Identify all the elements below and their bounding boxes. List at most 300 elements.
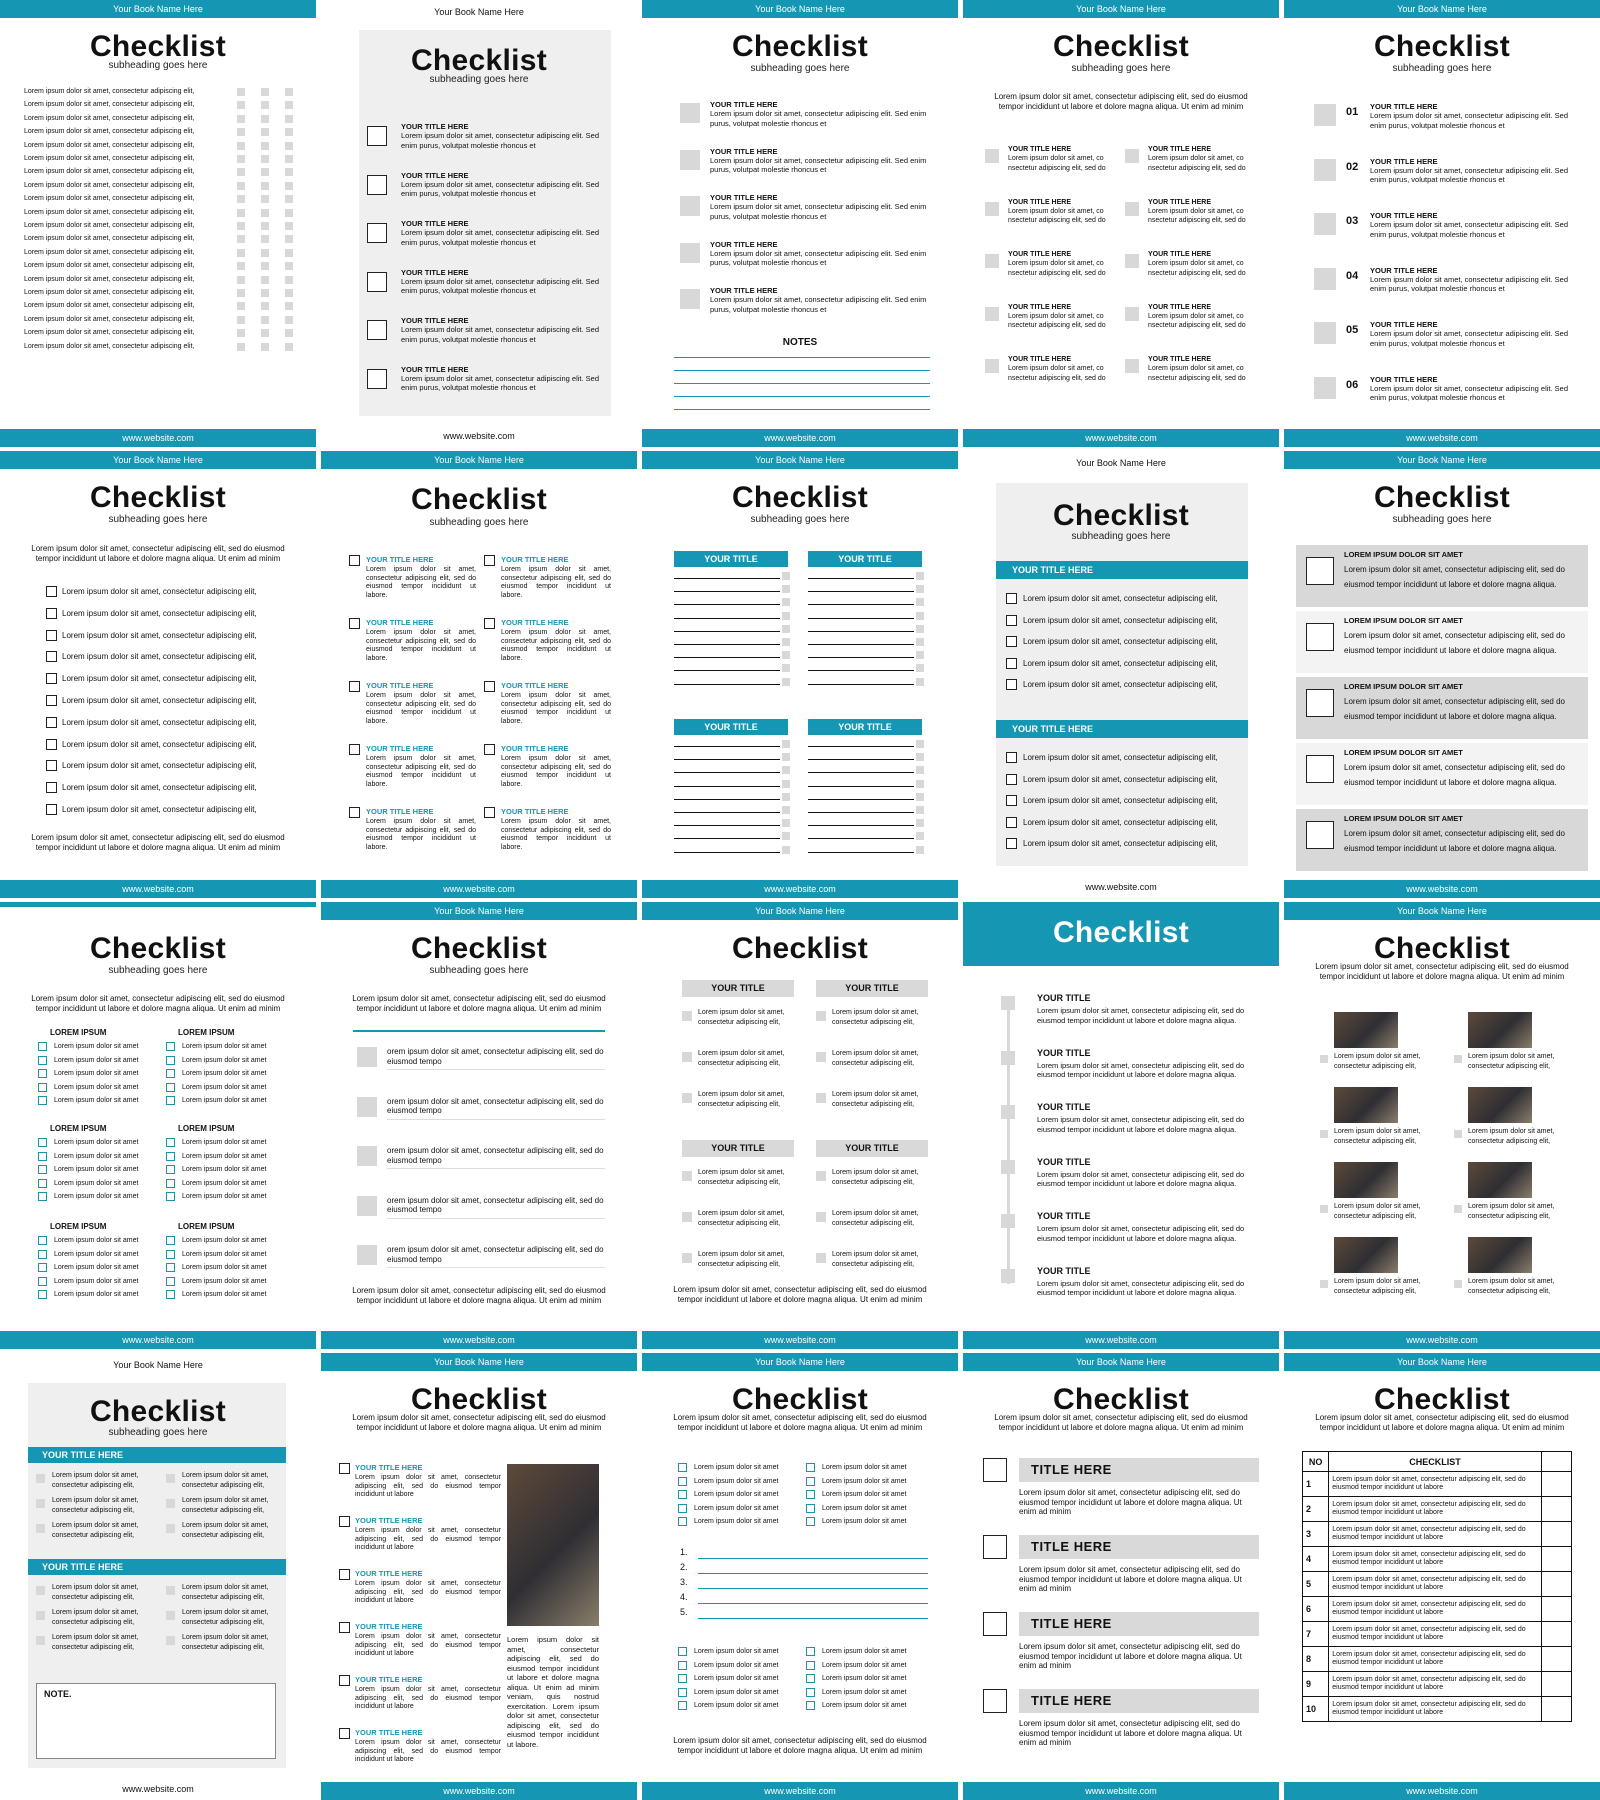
website-bar[interactable]: www.website.com [963, 1331, 1279, 1349]
gray-square [985, 307, 999, 321]
checkbox[interactable] [1006, 817, 1017, 828]
gray-square [166, 1524, 175, 1533]
gray-square [237, 343, 245, 351]
checkbox[interactable] [1006, 774, 1017, 785]
checkbox[interactable] [46, 630, 57, 641]
section-header: YOUR TITLE HERE [28, 1559, 286, 1575]
photo [1334, 1087, 1398, 1123]
checkbox[interactable] [484, 618, 495, 629]
list-item: Lorem ipsum dolor sit amet, consectetur adipiscing elit, [1468, 1278, 1555, 1295]
gray-square [782, 612, 790, 620]
list-number: 4. [680, 1592, 688, 1602]
list-item: Lorem ipsum dolor sit amet [822, 1675, 907, 1683]
checkbox[interactable] [1006, 795, 1017, 806]
page-15 [1284, 902, 1600, 1349]
item-title: YOUR TITLE [1037, 1047, 1091, 1058]
checkbox[interactable] [166, 1250, 175, 1259]
checkbox[interactable] [806, 1477, 815, 1486]
checkbox[interactable] [46, 782, 57, 793]
gray-square [682, 1011, 692, 1021]
checkbox[interactable] [367, 320, 387, 340]
section-header: YOUR TITLE [808, 551, 922, 567]
gray-square [782, 753, 790, 761]
gray-square [1454, 1055, 1462, 1063]
website-bar[interactable]: www.website.com [963, 429, 1279, 447]
subheading: subheading goes here [1071, 63, 1171, 74]
gray-square [237, 155, 245, 163]
checkbox[interactable] [339, 1516, 350, 1527]
row-check[interactable] [1541, 1522, 1571, 1547]
website-bar[interactable]: www.website.com [642, 880, 958, 898]
write-line [674, 759, 780, 760]
underline [387, 1267, 605, 1268]
write-line [808, 578, 914, 579]
checkbox[interactable] [1306, 689, 1334, 717]
item-title: YOUR TITLE HERE [1370, 265, 1438, 275]
checkbox[interactable] [983, 1612, 1007, 1636]
gray-square [237, 289, 245, 297]
list-item: Lorem ipsum dolor sit amet, consectetur adipiscing elit, [1023, 658, 1218, 668]
checkbox[interactable] [349, 807, 360, 818]
section-header: YOUR TITLE HERE [996, 720, 1248, 738]
page-12 [321, 902, 637, 1349]
gray-square [985, 254, 999, 268]
item-text: Lorem ipsum dolor sit amet, consectetur adipiscing elit, sed do eiusmod tempor incididunt ut labore et dolore magna aliqua. [1037, 1006, 1245, 1025]
photo [1468, 1012, 1532, 1048]
gray-square [237, 101, 245, 109]
list-item: Lorem ipsum dolor sit amet [182, 1043, 267, 1050]
checkbox[interactable] [38, 1138, 47, 1147]
checkbox[interactable] [806, 1490, 815, 1499]
checkbox[interactable] [46, 651, 57, 662]
checkbox[interactable] [339, 1675, 350, 1686]
checkbox[interactable] [678, 1701, 687, 1710]
website-bar[interactable]: www.website.com [0, 880, 316, 898]
gray-square [1314, 159, 1336, 181]
checkbox[interactable] [166, 1277, 175, 1286]
item-text: Lorem ipsum dolor sit amet, co nsectetur adipiscing elit, sed do [1008, 312, 1106, 329]
checkbox[interactable] [367, 369, 387, 389]
checkbox[interactable] [1306, 821, 1334, 849]
item-title: TITLE HERE [1019, 1458, 1259, 1482]
gray-square [261, 262, 269, 270]
checkbox[interactable] [367, 175, 387, 195]
gray-square [1001, 996, 1015, 1010]
checkbox[interactable] [1306, 557, 1334, 585]
checkbox[interactable] [166, 1042, 175, 1051]
checkbox[interactable] [1006, 658, 1017, 669]
checkbox[interactable] [1006, 752, 1017, 763]
gray-square [36, 1474, 45, 1483]
list-item: Lorem ipsum dolor sit amet, consectetur adipiscing elit, [1468, 1128, 1555, 1145]
checkbox[interactable] [678, 1477, 687, 1486]
photo [1334, 1012, 1398, 1048]
checkbox[interactable] [983, 1535, 1007, 1559]
list-item: Lorem ipsum dolor sit amet [694, 1648, 779, 1655]
checkbox[interactable] [339, 1728, 350, 1739]
write-line [808, 644, 914, 645]
item-title: YOUR TITLE HERE [1148, 303, 1212, 311]
list-item: Lorem ipsum dolor sit amet, consectetur adipiscing elit, [24, 315, 195, 323]
gray-square [166, 1586, 175, 1595]
item-title: YOUR TITLE HERE [501, 618, 569, 627]
list-item: Lorem ipsum dolor sit amet [54, 1193, 139, 1201]
row-number: 2 [1303, 1497, 1329, 1522]
gray-square [261, 142, 269, 150]
checkbox[interactable] [1006, 615, 1017, 626]
checkbox[interactable] [339, 1463, 350, 1474]
checkbox[interactable] [983, 1458, 1007, 1482]
section-title: LOREM IPSUM [178, 1028, 235, 1037]
gray-square [36, 1586, 45, 1595]
gray-square [166, 1611, 175, 1620]
list-item: Lorem ipsum dolor sit amet [54, 1070, 139, 1078]
item-text: orem ipsum dolor sit amet, consectetur adipiscing elit, sed do eiusmod tempo [387, 1096, 604, 1115]
page-title: Checklist [89, 932, 227, 965]
gray-square [261, 209, 269, 217]
checkbox[interactable] [806, 1661, 815, 1670]
website-bar[interactable]: www.website.com [1284, 429, 1600, 447]
list-item: Lorem ipsum dolor sit amet, consectetur adipiscing elit, [52, 1634, 139, 1651]
item-title: YOUR TITLE HERE [1370, 102, 1438, 111]
item-text: orem ipsum dolor sit amet, consectetur adipiscing elit, sed do eiusmod tempo [387, 1146, 604, 1165]
checkbox[interactable] [806, 1674, 815, 1683]
checkbox[interactable] [349, 555, 360, 566]
checkbox[interactable] [367, 272, 387, 292]
list-item: Lorem ipsum dolor sit amet, consectetur adipiscing elit, [1023, 817, 1218, 827]
write-line [674, 644, 780, 645]
subheading: subheading goes here [429, 965, 529, 976]
checkbox[interactable] [1006, 636, 1017, 647]
checkbox[interactable] [1306, 755, 1334, 783]
checkbox[interactable] [38, 1069, 47, 1078]
gray-square [680, 196, 700, 216]
website-link[interactable]: www.website.com [443, 431, 515, 441]
list-item: Lorem ipsum dolor sit amet, consectetur adipiscing elit, [62, 652, 257, 662]
page-title: Checklist [1373, 30, 1511, 63]
checkbox[interactable] [166, 1096, 175, 1105]
checkbox[interactable] [38, 1290, 47, 1299]
subheading: subheading goes here [429, 74, 529, 85]
item-title: LOREM IPSUM DOLOR SIT AMET [1344, 748, 1463, 757]
row-check[interactable] [1541, 1547, 1571, 1572]
checkbox[interactable] [484, 744, 495, 755]
gray-square [1320, 1280, 1328, 1288]
gray-square [285, 222, 293, 230]
book-name: Your Book Name Here [434, 7, 524, 17]
list-item: Lorem ipsum dolor sit amet, consectetur adipiscing elit, [832, 1009, 919, 1026]
checkbox[interactable] [1006, 679, 1017, 690]
checkbox[interactable] [166, 1083, 175, 1092]
list-item: Lorem ipsum dolor sit amet, consectetur adipiscing elit, [698, 1091, 785, 1108]
checkbox[interactable] [484, 555, 495, 566]
item-title: YOUR TITLE HERE [401, 170, 469, 180]
checkbox[interactable] [38, 1083, 47, 1092]
gray-square [261, 329, 269, 337]
website-bar[interactable]: www.website.com [642, 429, 958, 447]
checkbox[interactable] [166, 1152, 175, 1161]
item-text: Lorem ipsum dolor sit amet, consectetur adipiscing elit. Sed enim purus, volutpat molestie rhoncus et [1370, 383, 1569, 402]
gray-square [916, 612, 924, 620]
checkbox[interactable] [166, 1192, 175, 1201]
write-line [698, 1603, 928, 1604]
gray-square [1001, 1214, 1015, 1228]
checkbox[interactable] [166, 1165, 175, 1174]
gray-square [916, 793, 924, 801]
book-name-bar: Your Book Name Here [1284, 0, 1600, 18]
checkbox[interactable] [678, 1463, 687, 1472]
item-title: LOREM IPSUM DOLOR SIT AMET [1344, 616, 1463, 625]
row-check[interactable] [1541, 1672, 1571, 1697]
write-line [698, 1618, 928, 1619]
row-number: 10 [1303, 1697, 1329, 1722]
gray-square [285, 195, 293, 203]
checkbox[interactable] [806, 1688, 815, 1697]
item-title: YOUR TITLE HERE [1008, 198, 1072, 206]
checkbox[interactable] [38, 1192, 47, 1201]
checkbox[interactable] [46, 695, 57, 706]
checkbox[interactable] [367, 126, 387, 146]
gray-square [261, 343, 269, 351]
gray-square [285, 182, 293, 190]
checkbox[interactable] [38, 1152, 47, 1161]
item-title: YOUR TITLE HERE [355, 1675, 423, 1684]
checkbox[interactable] [983, 1689, 1007, 1713]
checkbox[interactable] [166, 1069, 175, 1078]
photo [1468, 1087, 1532, 1123]
item-text: Lorem ipsum dolor sit amet, consectetur adipiscing elit, sed do eiusmod tempor incididunt ut labore. [366, 692, 476, 725]
checkbox[interactable] [38, 1165, 47, 1174]
checkbox[interactable] [38, 1042, 47, 1051]
checkbox[interactable] [166, 1138, 175, 1147]
checkbox[interactable] [46, 760, 57, 771]
book-name-bar: Your Book Name Here [642, 0, 958, 18]
item-title: YOUR TITLE HERE [710, 286, 778, 295]
checkbox[interactable] [166, 1236, 175, 1245]
item-text: orem ipsum dolor sit amet, consectetur adipiscing elit, sed do eiusmod tempo [387, 1195, 604, 1214]
page-title: Checklist [1052, 916, 1190, 949]
side-text: Lorem ipsum dolor sit amet, consectetur adipiscing elit, sed do eiusmod tempor incididunt ut labore et dolore magna aliqua. Ut enim ad minim veniam, quis nostrud exercitation. Lorem ipsum dolor sit amet, consectetur adipiscing elit, sed do eiusmod tempor incididunt ut labore. [507, 1635, 599, 1749]
list-item: Lorem ipsum dolor sit amet, consectetur adipiscing elit, [698, 1169, 785, 1186]
list-item: Lorem ipsum dolor sit amet, consectetur adipiscing elit, [24, 275, 195, 283]
checkbox[interactable] [46, 739, 57, 750]
checkbox[interactable] [38, 1263, 47, 1272]
gray-square [285, 302, 293, 310]
checkbox[interactable] [38, 1236, 47, 1245]
website-bar[interactable]: www.website.com [0, 1331, 316, 1349]
list-item: Lorem ipsum dolor sit amet, consectetur adipiscing elit, [832, 1050, 919, 1067]
item-text: Lorem ipsum dolor sit amet, consectetur adipiscing elit, sed do eiusmod tempor incididunt ut labore. [366, 566, 476, 599]
section-title: LOREM IPSUM [50, 1222, 107, 1231]
list-number: 1. [680, 1547, 688, 1557]
item-text: Lorem ipsum dolor sit amet, consectetur adipiscing elit, sed do eiusmod tempor incididunt ut labore et dolore magna aliqua. [1037, 1115, 1245, 1134]
website-bar[interactable]: www.website.com [1284, 1331, 1600, 1349]
checkbox[interactable] [46, 673, 57, 684]
gray-square [680, 150, 700, 170]
checkbox[interactable] [339, 1622, 350, 1633]
checkbox[interactable] [806, 1647, 815, 1656]
gray-square [237, 316, 245, 324]
underline [387, 1119, 605, 1120]
item-number: 05 [1346, 324, 1359, 336]
checkbox[interactable] [806, 1701, 815, 1710]
checkbox[interactable] [678, 1674, 687, 1683]
checkbox[interactable] [38, 1277, 47, 1286]
book-name: Your Book Name Here [1076, 458, 1166, 468]
website-bar[interactable]: www.website.com [1284, 880, 1600, 898]
checkbox[interactable] [46, 586, 57, 597]
gray-square [782, 832, 790, 840]
checkbox[interactable] [349, 618, 360, 629]
checkbox[interactable] [166, 1179, 175, 1188]
website-bar[interactable]: www.website.com [0, 429, 316, 447]
website-bar[interactable]: www.website.com [321, 880, 637, 898]
list-item: Lorem ipsum dolor sit amet [822, 1648, 907, 1655]
item-title: YOUR TITLE HERE [710, 239, 778, 249]
checkbox[interactable] [678, 1661, 687, 1670]
row-check[interactable] [1541, 1697, 1571, 1722]
list-item: Lorem ipsum dolor sit amet, consectetur adipiscing elit, [182, 1584, 269, 1601]
checkbox[interactable] [38, 1056, 47, 1065]
row-text: Lorem ipsum dolor sit amet, consectetur adipiscing elit, sed do eiusmod tempor incididunt ut labore [1329, 1697, 1541, 1722]
subheading: subheading goes here [108, 514, 208, 525]
write-line [674, 618, 780, 619]
page-16 [0, 1353, 316, 1800]
website-bar[interactable]: www.website.com [321, 1782, 637, 1800]
checkbox[interactable] [46, 717, 57, 728]
gray-square [916, 806, 924, 814]
gray-square [916, 832, 924, 840]
intro-paragraph: Lorem ipsum dolor sit amet, consectetur adipiscing elit, sed do eiusmod tempor incididunt ut labore et dolore magna aliqua. Ut enim ad minim [994, 92, 1248, 111]
gray-square [285, 289, 293, 297]
list-item: Lorem ipsum dolor sit amet, consectetur adipiscing elit, [1334, 1053, 1421, 1070]
checkbox[interactable] [678, 1490, 687, 1499]
list-item: Lorem ipsum dolor sit amet, consectetur adipiscing elit, [24, 155, 195, 162]
row-check[interactable] [1541, 1622, 1571, 1647]
checkbox[interactable] [484, 807, 495, 818]
checkbox[interactable] [678, 1504, 687, 1513]
list-item: Lorem ipsum dolor sit amet, consectetur adipiscing elit, [24, 181, 195, 189]
list-item: Lorem ipsum dolor sit amet, consectetur adipiscing elit, [1023, 637, 1218, 646]
gray-square [237, 302, 245, 310]
underline [387, 1168, 605, 1169]
intro-paragraph: Lorem ipsum dolor sit amet, consectetur adipiscing elit, sed do eiusmod tempor incididunt ut labore et dolore magna aliqua. Ut enim ad minim [1315, 1413, 1569, 1432]
item-number: 04 [1346, 269, 1359, 282]
list-number: 3. [680, 1577, 688, 1587]
row-check[interactable] [1541, 1572, 1571, 1597]
checkbox[interactable] [38, 1096, 47, 1105]
checkbox[interactable] [166, 1263, 175, 1272]
checkbox[interactable] [806, 1463, 815, 1472]
checkbox[interactable] [1306, 623, 1334, 651]
item-title: YOUR TITLE HERE [366, 681, 434, 690]
list-item: Lorem ipsum dolor sit amet [182, 1083, 267, 1091]
item-title: TITLE HERE [1019, 1535, 1259, 1559]
item-text: orem ipsum dolor sit amet, consectetur adipiscing elit, sed do eiusmod tempo [387, 1047, 604, 1066]
write-line [674, 838, 780, 839]
section-header: YOUR TITLE [816, 980, 928, 997]
row-check[interactable] [1541, 1472, 1571, 1497]
item-title: YOUR TITLE HERE [355, 1569, 423, 1578]
gray-square [985, 202, 999, 216]
checkbox[interactable] [1006, 593, 1017, 604]
item-title: YOUR TITLE HERE [501, 807, 569, 816]
row-check[interactable] [1541, 1597, 1571, 1622]
checkbox[interactable] [166, 1056, 175, 1065]
item-title: YOUR TITLE HERE [1148, 146, 1212, 153]
checkbox[interactable] [38, 1179, 47, 1188]
checkbox[interactable] [46, 804, 57, 815]
checkbox[interactable] [349, 681, 360, 692]
gray-square [916, 740, 924, 748]
checkbox[interactable] [349, 744, 360, 755]
gray-square [816, 1253, 826, 1263]
checkbox[interactable] [38, 1250, 47, 1259]
gray-square [782, 678, 790, 686]
write-line [808, 591, 914, 592]
list-item: Lorem ipsum dolor sit amet [822, 1477, 907, 1485]
website-bar[interactable]: www.website.com [1284, 1782, 1600, 1800]
checkbox[interactable] [678, 1688, 687, 1697]
gray-square [285, 88, 293, 96]
item-text: Lorem ipsum dolor sit amet, consectetur adipiscing elit, sed do eiusmod tempor incididunt ut labore. [501, 755, 611, 788]
checkbox[interactable] [339, 1569, 350, 1580]
intro-paragraph: Lorem ipsum dolor sit amet, consectetur adipiscing elit, sed do eiusmod tempor incididunt ut labore et dolore magna aliqua. Ut enim ad minim [352, 1413, 606, 1432]
gray-square [357, 1245, 377, 1265]
checkbox[interactable] [806, 1517, 815, 1526]
gray-square [261, 101, 269, 109]
gray-square [237, 235, 245, 243]
checkbox[interactable] [678, 1647, 687, 1656]
website-link[interactable]: www.website.com [122, 1784, 194, 1794]
checkbox[interactable] [484, 681, 495, 692]
list-item: Lorem ipsum dolor sit amet [182, 1166, 267, 1174]
item-text: Lorem ipsum dolor sit amet, consectetur adipiscing elit, sed do eiusmod tempor incididunt ut labore. [366, 818, 476, 851]
gray-square [782, 740, 790, 748]
checkbox[interactable] [806, 1504, 815, 1513]
gray-square [237, 115, 245, 123]
row-number: 4 [1303, 1547, 1329, 1572]
checkbox[interactable] [46, 608, 57, 619]
row-check[interactable] [1541, 1647, 1571, 1672]
item-title: YOUR TITLE HERE [355, 1463, 423, 1472]
list-item: Lorem ipsum dolor sit amet [694, 1464, 779, 1471]
website-link[interactable]: www.website.com [1085, 882, 1157, 892]
website-bar[interactable]: www.website.com [642, 1331, 958, 1349]
gray-square [237, 262, 245, 270]
list-item: Lorem ipsum dolor sit amet, consectetur adipiscing elit, [24, 128, 195, 136]
checkbox[interactable] [166, 1290, 175, 1299]
website-bar[interactable]: www.website.com [642, 1782, 958, 1800]
book-name-bar: Your Book Name Here [642, 451, 958, 469]
item-title: YOUR TITLE [1037, 993, 1091, 1003]
checkbox[interactable] [678, 1517, 687, 1526]
gray-square [1125, 359, 1139, 373]
page-2 [321, 0, 637, 447]
website-bar[interactable]: www.website.com [321, 1331, 637, 1349]
website-bar[interactable]: www.website.com [963, 1782, 1279, 1800]
gray-square [682, 1212, 692, 1222]
checkbox[interactable] [1006, 838, 1017, 849]
gray-square [261, 235, 269, 243]
checkbox[interactable] [367, 223, 387, 243]
gray-square [782, 664, 790, 672]
item-title: YOUR TITLE [1037, 1102, 1091, 1112]
row-check[interactable] [1541, 1497, 1571, 1522]
list-item: Lorem ipsum dolor sit amet [694, 1688, 779, 1696]
gray-square [285, 249, 293, 257]
note-line [674, 383, 930, 384]
